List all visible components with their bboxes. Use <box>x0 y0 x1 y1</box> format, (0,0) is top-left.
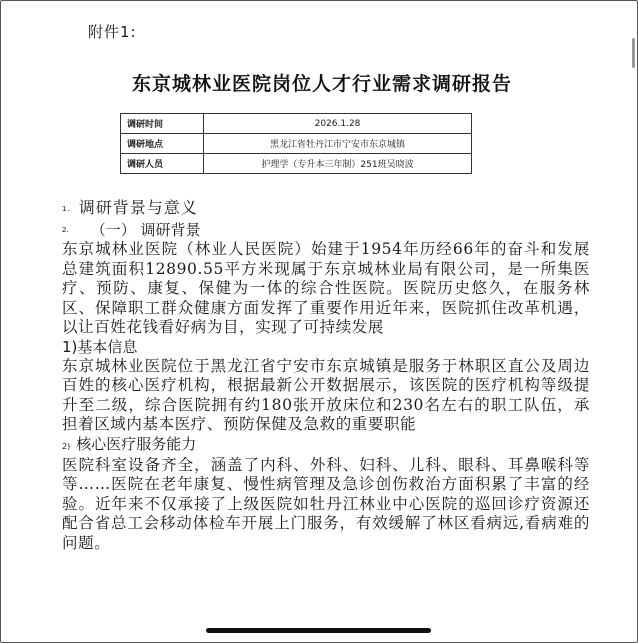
subsection-heading-text: （一） 调研背景 <box>90 220 201 239</box>
basic-info-heading: 1)基本信息 <box>62 337 138 356</box>
table-row <box>121 134 472 154</box>
document-title: 东京城林业医院岗位人才行业需求调研报告 <box>131 73 512 95</box>
attachment-label: 附件1: <box>88 23 137 41</box>
info-key: 调研时间 <box>121 114 204 134</box>
info-key: 调研地点 <box>121 134 204 154</box>
table-row <box>121 114 472 134</box>
core-services-heading-text: 核心医疗服务能力 <box>76 434 197 453</box>
list-number: 1. <box>62 204 71 213</box>
section-heading <box>62 197 592 220</box>
scrollbar-thumb[interactable] <box>632 38 635 68</box>
home-indicator[interactable] <box>206 628 431 633</box>
info-value: 黑龙江省牡丹江市宁安市东京城镇 <box>204 134 472 154</box>
core-services-heading <box>62 435 592 456</box>
core-services-paragraph: 医院科室设备齐全，涵盖了内科、外科、妇科、儿科、眼科、耳鼻喉科等等……医院在老年康复、慢性病管理及急诊创伤救治方面积累了丰富的经验。近年来不仅承接了上级医院如牡丹江林业中心医院的巡回诊疗资源还配合省总工会移动体检车开展上门服务，有效缓解了林区看病远,看病难的问题。 <box>62 455 590 552</box>
survey-info-table <box>120 113 472 174</box>
table-row <box>121 154 472 174</box>
info-value: 2026.1.28 <box>204 114 472 134</box>
section-heading-text: 调研背景与意义 <box>78 198 198 217</box>
list-number: 2) <box>62 441 71 451</box>
basic-info-paragraph: 东京城林业医院位于黑龙江省宁安市东京城镇是服务于林职区直公及周边百姓的核心医疗机构，根据最新公开数据展示，该医院的医疗机构等级提升至二级，综合医院拥有约180张开放床位和230名左右的职工队伍，承担着区域内基本医疗、预防保健及急救的重要职能 <box>62 356 590 433</box>
info-value: 护理学（专升本三年制）251班吴晓波 <box>204 154 472 174</box>
section-background <box>62 197 592 553</box>
info-key: 调研人员 <box>121 154 204 174</box>
list-number: 2. <box>62 226 69 234</box>
background-paragraph: 东京城林业医院（林业人民医院）始建于1954年历经66年的奋斗和发展总建筑面积12890.55平方米现属于东京城林业局有限公司，是一所集医疗、预防、康复、保健为一体的综合性医院。医院历史悠久，在服务林区、保障职工群众健康方面发挥了重要作用近年来，医院抓住改革机遇，以让百姓花钱看好病为目，实现了可持续发展 <box>62 240 590 336</box>
subsection-heading <box>62 220 592 241</box>
